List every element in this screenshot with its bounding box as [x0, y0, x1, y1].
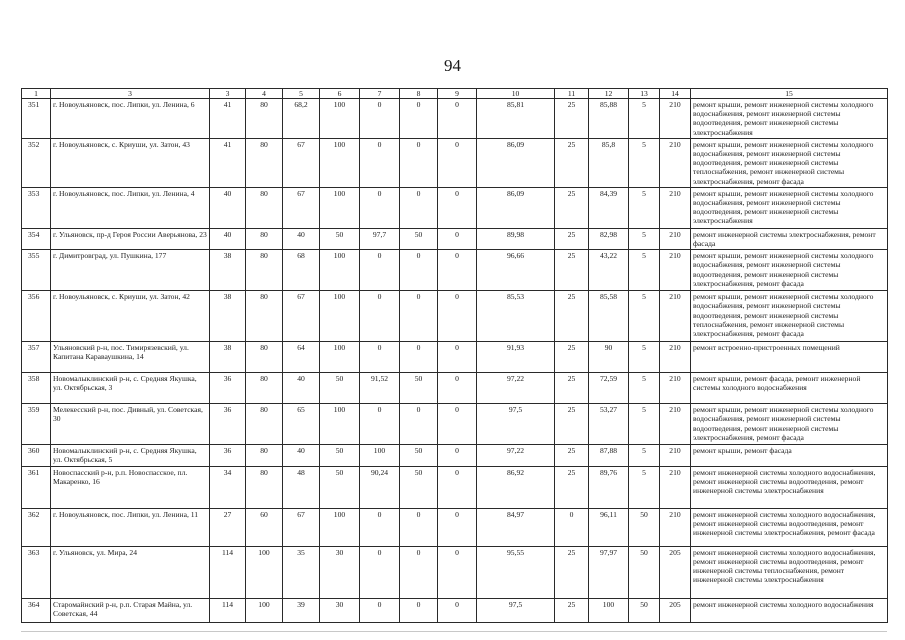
value-cell: 34 — [210, 466, 246, 508]
value-cell: 25 — [555, 187, 589, 228]
address-cell: г. Новоульяновск, с. Криуши, ул. Затон, 42 — [51, 291, 210, 342]
column-number-header-row — [22, 89, 888, 99]
table-row — [22, 373, 888, 404]
value-cell: 85,8 — [589, 138, 629, 187]
value-cell: 91,52 — [360, 373, 400, 404]
value-cell: 205 — [660, 546, 691, 598]
value-cell: 114 — [210, 546, 246, 598]
value-cell: 100 — [360, 445, 400, 466]
address-cell: Новоспасский р-н, р.п. Новоспасское, пл. Макаренко, 16 — [51, 466, 210, 508]
column-header: 12 — [589, 89, 629, 99]
works-cell: ремонт встроенно-пристроенных помещений — [691, 342, 888, 373]
value-cell: 86,09 — [477, 138, 555, 187]
value-cell: 100 — [320, 404, 360, 445]
value-cell: 97,5 — [477, 404, 555, 445]
value-cell: 100 — [246, 598, 283, 622]
value-cell: 25 — [555, 546, 589, 598]
value-cell: 80 — [246, 291, 283, 342]
value-cell: 0 — [400, 598, 438, 622]
value-cell: 114 — [210, 598, 246, 622]
value-cell: 80 — [246, 342, 283, 373]
row-number: 355 — [22, 250, 51, 291]
value-cell: 60 — [246, 508, 283, 546]
value-cell: 5 — [629, 138, 660, 187]
value-cell: 50 — [400, 228, 438, 249]
value-cell: 0 — [400, 508, 438, 546]
address-cell: Мелекесский р-н, пос. Дивный, ул. Советская, 30 — [51, 404, 210, 445]
value-cell: 0 — [400, 291, 438, 342]
value-cell: 84,39 — [589, 187, 629, 228]
value-cell: 100 — [320, 250, 360, 291]
value-cell: 25 — [555, 466, 589, 508]
value-cell: 0 — [400, 250, 438, 291]
column-header: 1 — [22, 89, 51, 99]
value-cell: 0 — [555, 508, 589, 546]
value-cell: 30 — [320, 546, 360, 598]
value-cell: 84,97 — [477, 508, 555, 546]
table-row — [22, 250, 888, 291]
column-header: 9 — [438, 89, 477, 99]
table-row — [22, 404, 888, 445]
value-cell: 0 — [438, 250, 477, 291]
value-cell: 50 — [400, 445, 438, 466]
value-cell: 0 — [438, 466, 477, 508]
value-cell: 0 — [360, 138, 400, 187]
row-number: 359 — [22, 404, 51, 445]
value-cell: 5 — [629, 228, 660, 249]
row-number: 358 — [22, 373, 51, 404]
value-cell: 5 — [629, 404, 660, 445]
value-cell: 38 — [210, 250, 246, 291]
value-cell: 50 — [400, 466, 438, 508]
value-cell: 50 — [320, 373, 360, 404]
value-cell: 36 — [210, 445, 246, 466]
value-cell: 0 — [360, 342, 400, 373]
value-cell: 97,97 — [589, 546, 629, 598]
column-header: 3 — [210, 89, 246, 99]
works-cell: ремонт крыши, ремонт фасада — [691, 445, 888, 466]
value-cell: 97,7 — [360, 228, 400, 249]
value-cell: 0 — [360, 250, 400, 291]
value-cell: 100 — [589, 598, 629, 622]
value-cell: 5 — [629, 291, 660, 342]
value-cell: 210 — [660, 342, 691, 373]
repair-table-container — [21, 88, 887, 623]
value-cell: 50 — [320, 466, 360, 508]
value-cell: 38 — [210, 342, 246, 373]
address-cell: Ульяновский р-н, пос. Тимирязевский, ул. Капитана Караваушкина, 14 — [51, 342, 210, 373]
address-cell: Старомайнский р-н, р.п. Старая Майна, ул. Советская, 44 — [51, 598, 210, 622]
value-cell: 5 — [629, 373, 660, 404]
value-cell: 97,22 — [477, 445, 555, 466]
value-cell: 0 — [438, 508, 477, 546]
value-cell: 64 — [283, 342, 320, 373]
value-cell: 25 — [555, 291, 589, 342]
table-row — [22, 598, 888, 622]
table-row — [22, 445, 888, 466]
value-cell: 40 — [210, 228, 246, 249]
table-row — [22, 508, 888, 546]
value-cell: 50 — [629, 598, 660, 622]
value-cell: 0 — [438, 598, 477, 622]
value-cell: 43,22 — [589, 250, 629, 291]
value-cell: 25 — [555, 445, 589, 466]
table-row — [22, 138, 888, 187]
value-cell: 5 — [629, 445, 660, 466]
value-cell: 89,98 — [477, 228, 555, 249]
value-cell: 80 — [246, 138, 283, 187]
value-cell: 100 — [320, 187, 360, 228]
value-cell: 0 — [400, 138, 438, 187]
value-cell: 91,93 — [477, 342, 555, 373]
row-number: 352 — [22, 138, 51, 187]
value-cell: 90 — [589, 342, 629, 373]
column-header: 13 — [629, 89, 660, 99]
value-cell: 80 — [246, 445, 283, 466]
value-cell: 210 — [660, 291, 691, 342]
page-number: 94 — [444, 56, 461, 75]
value-cell: 86,92 — [477, 466, 555, 508]
column-header: 11 — [555, 89, 589, 99]
column-header: 5 — [283, 89, 320, 99]
works-cell: ремонт инженерной системы холодного водоснабжения, ремонт инженерной системы водоотведения, ремонт инженерной системы электроснабжения — [691, 466, 888, 508]
row-number: 363 — [22, 546, 51, 598]
table-body — [22, 99, 888, 623]
address-cell: г. Димитровград, ул. Пушкина, 177 — [51, 250, 210, 291]
value-cell: 96,11 — [589, 508, 629, 546]
value-cell: 48 — [283, 466, 320, 508]
address-cell: г. Новоульяновск, пос. Липки, ул. Ленина, 11 — [51, 508, 210, 546]
value-cell: 90,24 — [360, 466, 400, 508]
value-cell: 0 — [400, 546, 438, 598]
value-cell: 25 — [555, 598, 589, 622]
value-cell: 89,76 — [589, 466, 629, 508]
value-cell: 5 — [629, 250, 660, 291]
value-cell: 80 — [246, 250, 283, 291]
address-cell: Новомалыклинский р-н, с. Средняя Якушка, ул. Октябрьская, 3 — [51, 373, 210, 404]
value-cell: 68 — [283, 250, 320, 291]
value-cell: 40 — [283, 373, 320, 404]
value-cell: 0 — [360, 508, 400, 546]
value-cell: 86,09 — [477, 187, 555, 228]
value-cell: 68,2 — [283, 99, 320, 139]
value-cell: 39 — [283, 598, 320, 622]
value-cell: 0 — [400, 187, 438, 228]
value-cell: 85,81 — [477, 99, 555, 139]
value-cell: 100 — [320, 138, 360, 187]
value-cell: 50 — [400, 373, 438, 404]
row-number: 356 — [22, 291, 51, 342]
value-cell: 0 — [360, 187, 400, 228]
works-cell: ремонт инженерной системы холодного водоснабжения, ремонт инженерной системы водоотведения, ремонт инженерной системы теплоснабжения, ремонт инженерной системы электроснабжения — [691, 546, 888, 598]
value-cell: 5 — [629, 99, 660, 139]
value-cell: 210 — [660, 466, 691, 508]
value-cell: 0 — [438, 291, 477, 342]
value-cell: 72,59 — [589, 373, 629, 404]
works-cell: ремонт крыши, ремонт инженерной системы холодного водоснабжения, ремонт инженерной системы водоотведения, ремонт инженерной системы теплоснабжения, ремонт инженерной системы электроснабжения, ремонт фасада — [691, 138, 888, 187]
column-header: 15 — [691, 89, 888, 99]
value-cell: 210 — [660, 445, 691, 466]
value-cell: 100 — [246, 546, 283, 598]
value-cell: 41 — [210, 99, 246, 139]
works-cell: ремонт крыши, ремонт инженерной системы холодного водоснабжения, ремонт инженерной системы водоотведения, ремонт инженерной системы теплоснабжения, ремонт инженерной системы электроснабжения, ремонт фасада — [691, 291, 888, 342]
column-header: 6 — [320, 89, 360, 99]
value-cell: 210 — [660, 187, 691, 228]
row-number: 351 — [22, 99, 51, 139]
value-cell: 87,88 — [589, 445, 629, 466]
value-cell: 25 — [555, 373, 589, 404]
value-cell: 30 — [320, 598, 360, 622]
value-cell: 25 — [555, 99, 589, 139]
works-cell: ремонт инженерной системы холодного водоснабжения — [691, 598, 888, 622]
value-cell: 0 — [400, 99, 438, 139]
value-cell: 67 — [283, 187, 320, 228]
table-row — [22, 228, 888, 249]
value-cell: 0 — [438, 546, 477, 598]
value-cell: 80 — [246, 228, 283, 249]
table-row — [22, 466, 888, 508]
address-cell: г. Ульяновск, ул. Мира, 24 — [51, 546, 210, 598]
value-cell: 67 — [283, 138, 320, 187]
value-cell: 82,98 — [589, 228, 629, 249]
value-cell: 80 — [246, 404, 283, 445]
row-number: 360 — [22, 445, 51, 466]
works-cell: ремонт крыши, ремонт инженерной системы холодного водоснабжения, ремонт инженерной системы водоотведения, ремонт инженерной системы электроснабжения — [691, 99, 888, 139]
value-cell: 36 — [210, 404, 246, 445]
value-cell: 5 — [629, 187, 660, 228]
row-number: 353 — [22, 187, 51, 228]
value-cell: 0 — [360, 598, 400, 622]
value-cell: 0 — [360, 546, 400, 598]
address-cell: г. Новоульяновск, пос. Липки, ул. Ленина, 6 — [51, 99, 210, 139]
table-row — [22, 291, 888, 342]
value-cell: 50 — [320, 445, 360, 466]
value-cell: 0 — [438, 138, 477, 187]
value-cell: 97,5 — [477, 598, 555, 622]
table-row — [22, 342, 888, 373]
value-cell: 25 — [555, 404, 589, 445]
column-header: 14 — [660, 89, 691, 99]
value-cell: 210 — [660, 228, 691, 249]
value-cell: 210 — [660, 250, 691, 291]
row-number: 357 — [22, 342, 51, 373]
value-cell: 97,22 — [477, 373, 555, 404]
value-cell: 25 — [555, 250, 589, 291]
value-cell: 0 — [438, 99, 477, 139]
table-row — [22, 187, 888, 228]
value-cell: 5 — [629, 466, 660, 508]
column-header: 3 — [51, 89, 210, 99]
value-cell: 5 — [629, 342, 660, 373]
value-cell: 36 — [210, 373, 246, 404]
works-cell: ремонт крыши, ремонт фасада, ремонт инженерной системы холодного водоснабжения — [691, 373, 888, 404]
bottom-divider — [21, 631, 887, 632]
value-cell: 0 — [438, 187, 477, 228]
value-cell: 96,66 — [477, 250, 555, 291]
table-row — [22, 99, 888, 139]
works-cell: ремонт крыши, ремонт инженерной системы холодного водоснабжения, ремонт инженерной системы водоотведения, ремонт инженерной системы электроснабжения — [691, 187, 888, 228]
value-cell: 210 — [660, 373, 691, 404]
column-header: 8 — [400, 89, 438, 99]
works-cell: ремонт крыши, ремонт инженерной системы холодного водоснабжения, ремонт инженерной системы водоотведения, ремонт инженерной системы электроснабжения, ремонт фасада — [691, 250, 888, 291]
value-cell: 25 — [555, 342, 589, 373]
address-cell: г. Новоульяновск, пос. Липки, ул. Ленина, 4 — [51, 187, 210, 228]
value-cell: 25 — [555, 138, 589, 187]
address-cell: г. Ульяновск, пр-д Героя России Аверьянова, 23 — [51, 228, 210, 249]
value-cell: 0 — [438, 445, 477, 466]
value-cell: 0 — [360, 404, 400, 445]
row-number: 361 — [22, 466, 51, 508]
value-cell: 38 — [210, 291, 246, 342]
value-cell: 0 — [400, 342, 438, 373]
value-cell: 100 — [320, 342, 360, 373]
value-cell: 210 — [660, 508, 691, 546]
value-cell: 100 — [320, 508, 360, 546]
address-cell: г. Новоульяновск, с. Криуши, ул. Затон, 43 — [51, 138, 210, 187]
value-cell: 100 — [320, 291, 360, 342]
value-cell: 40 — [210, 187, 246, 228]
works-cell: ремонт крыши, ремонт инженерной системы холодного водоснабжения, ремонт инженерной системы водоотведения, ремонт инженерной системы электроснабжения, ремонт фасада — [691, 404, 888, 445]
value-cell: 50 — [320, 228, 360, 249]
value-cell: 25 — [555, 228, 589, 249]
value-cell: 0 — [360, 99, 400, 139]
value-cell: 0 — [438, 373, 477, 404]
value-cell: 50 — [629, 508, 660, 546]
value-cell: 0 — [400, 404, 438, 445]
column-header: 7 — [360, 89, 400, 99]
value-cell: 80 — [246, 466, 283, 508]
value-cell: 40 — [283, 228, 320, 249]
value-cell: 41 — [210, 138, 246, 187]
value-cell: 0 — [360, 291, 400, 342]
value-cell: 65 — [283, 404, 320, 445]
value-cell: 210 — [660, 404, 691, 445]
value-cell: 80 — [246, 373, 283, 404]
value-cell: 40 — [283, 445, 320, 466]
value-cell: 80 — [246, 99, 283, 139]
column-header: 10 — [477, 89, 555, 99]
row-number: 364 — [22, 598, 51, 622]
value-cell: 50 — [629, 546, 660, 598]
value-cell: 0 — [438, 342, 477, 373]
row-number: 354 — [22, 228, 51, 249]
value-cell: 0 — [438, 228, 477, 249]
value-cell: 210 — [660, 99, 691, 139]
works-cell: ремонт инженерной системы электроснабжения, ремонт фасада — [691, 228, 888, 249]
row-number: 362 — [22, 508, 51, 546]
value-cell: 85,53 — [477, 291, 555, 342]
value-cell: 35 — [283, 546, 320, 598]
value-cell: 210 — [660, 138, 691, 187]
address-cell: Новомалыклинский р-н, с. Средняя Якушка, ул. Октябрьская, 5 — [51, 445, 210, 466]
value-cell: 100 — [320, 99, 360, 139]
value-cell: 85,58 — [589, 291, 629, 342]
repair-table — [21, 88, 888, 623]
value-cell: 85,88 — [589, 99, 629, 139]
column-header: 4 — [246, 89, 283, 99]
value-cell: 205 — [660, 598, 691, 622]
works-cell: ремонт инженерной системы холодного водоснабжения, ремонт инженерной системы водоотведения, ремонт инженерной системы электроснабжения, ремонт фасада — [691, 508, 888, 546]
value-cell: 53,27 — [589, 404, 629, 445]
value-cell: 95,55 — [477, 546, 555, 598]
value-cell: 67 — [283, 508, 320, 546]
value-cell: 67 — [283, 291, 320, 342]
table-row — [22, 546, 888, 598]
value-cell: 27 — [210, 508, 246, 546]
value-cell: 0 — [438, 404, 477, 445]
value-cell: 80 — [246, 187, 283, 228]
